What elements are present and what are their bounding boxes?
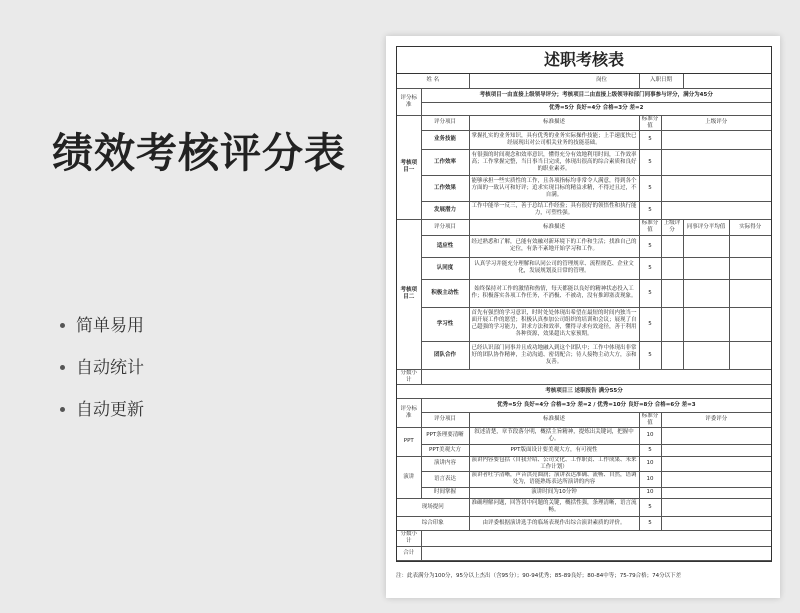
item-desc: 掌握扎实的业务知识，具有优秀的业务实际操作技能；上手速度快已经展现出对公司相关业务的技能基础。 [469,130,639,149]
sec1-header: 上级评分 [661,115,771,130]
sec1-header: 评分项目 [421,115,469,130]
item-score: 5 [639,498,661,516]
criteria-label: 评分标准 [397,88,421,115]
peer-score-cell[interactable] [683,307,729,341]
item-desc: 工作中能举一反三，善于总结工作经验；具有很好的领悟性和执行能力，可塑性强。 [469,201,639,219]
item-desc: 始终保持对工作的激情和热情，每天都能以良好的精神状态投入工作；积极落实各项工作任务，不消极、不被动，没有推卸塞责现象。 [469,279,639,307]
item-desc: 叙述清楚，章节段落分明，概括主旨精神，提炼出关键词，把握中心。 [469,427,639,444]
item-label: 时间掌握 [421,487,469,498]
sec3-header: 标准描述 [469,412,639,427]
supervisor-score-cell[interactable] [661,149,771,175]
supervisor-score-cell[interactable] [661,257,683,279]
item-score: 5 [639,175,661,201]
subtotal-label: 分数小计 [397,530,421,546]
total-row [397,546,771,560]
footnote: 注：此表满分为100分，95分以上杰出（含95分）；90-94优秀；85-89良好；80-84中等；75-79合格；74分以下差 [396,573,682,579]
supervisor-score-cell[interactable] [661,201,771,219]
peer-score-cell[interactable] [683,341,729,369]
supervisor-score-cell[interactable] [661,279,683,307]
subtotal-value[interactable] [421,530,771,546]
judge-score-cell[interactable] [661,498,771,516]
item-score: 5 [639,279,661,307]
feature-label: 自动更新 [76,400,144,420]
item-score: 5 [639,516,661,530]
item-desc: PPT版面设计要美观大方，有可视性 [469,444,639,456]
table-row [397,487,771,498]
table-row [397,427,771,444]
supervisor-score-cell[interactable] [661,307,683,341]
actual-score-cell[interactable] [729,257,771,279]
sec1-header-row [397,115,771,130]
item-score: 5 [639,257,661,279]
date-label: 入职日期 [639,74,683,88]
bullet-dot-icon [60,365,65,370]
sec3-scale: 优秀=5分 良好=4分 合格=3分 差=2 / 优秀=10分 良好=8分 合格=6分 差=3 [421,398,771,412]
judge-score-cell[interactable] [661,427,771,444]
item-score: 10 [639,487,661,498]
table-row [397,257,771,279]
item-label: 认同度 [421,257,469,279]
post-cell [469,74,639,88]
item-score: 5 [639,341,661,369]
document-title: 述职考核表 [397,47,771,74]
sec2-header: 同事评分平均值 [683,219,729,235]
actual-score-cell[interactable] [729,307,771,341]
judge-score-cell[interactable] [661,456,771,471]
feature-label: 自动统计 [76,358,144,378]
sec3-title: 考核项目三 述职报告 满分55分 [397,384,771,398]
item-score: 5 [639,130,661,149]
sec2-header: 评分项目 [421,219,469,235]
judge-score-cell[interactable] [661,471,771,487]
sec2-label: 考核项目二 [397,219,421,369]
table-row [397,201,771,219]
subtotal-row [397,530,771,546]
item-label: PPT条理要清晰 [421,427,469,444]
table-row [397,149,771,175]
item-score: 5 [639,444,661,456]
item-score: 5 [639,201,661,219]
item-desc: 能够承担一些实质性的工作，且各项指标均非常令人满意，得到各个方面的一致认可和好评；追求实现目标的精益求精，不得过且过，不自满。 [469,175,639,201]
supervisor-score-cell[interactable] [661,175,771,201]
item-desc: 准确理解问题，回答切中问题的关键，概括性强，条理清晰，语言流畅。 [469,498,639,516]
info-row [397,74,771,88]
criteria-row [397,88,771,102]
table-row [397,471,771,487]
sec3-criteria-label: 评分标准 [397,398,421,427]
post-label: 岗位 [595,77,607,84]
sec2-header: 标准分值 [639,219,661,235]
sec1-label: 考核项目一 [397,115,421,219]
item-label: 发展潜力 [421,201,469,219]
sec1-header: 标准分值 [639,115,661,130]
table-row [397,130,771,149]
table-row [397,341,771,369]
item-score: 10 [639,456,661,471]
item-label: 积极主动性 [421,279,469,307]
item-label: 学习性 [421,307,469,341]
table-row [397,456,771,471]
ppt-group-label: PPT [397,427,421,456]
criteria-text: 考核项目一由直接上级领导评分；考核项目二由直接上级领导和部门同事参与评分，满分为45分 [421,88,771,102]
item-label: PPT美观大方 [421,444,469,456]
item-label: 团队合作 [421,341,469,369]
document-preview [386,36,780,598]
feature-item [60,358,144,400]
item-desc: 演讲时间为10分钟 [469,487,639,498]
peer-score-cell[interactable] [683,257,729,279]
table-row [397,516,771,530]
table-row [397,175,771,201]
item-score: 10 [639,471,661,487]
sec3-scale-row [397,398,771,412]
feature-list [60,316,144,442]
item-label: 工作效率 [421,149,469,175]
item-desc: 认真学习并能充分理解和认同公司的管理规章、流程规范、企业文化，发展规划及日常的管理。 [469,257,639,279]
item-desc: 由评委根据演讲选手的临场表现作出综合演讲素质的评价。 [469,516,639,530]
scale-row [397,102,771,115]
item-label: 综合印象 [397,516,469,530]
item-score: 5 [639,307,661,341]
item-desc: 有很强的时间观念和效率意识，懂得充分有效地利用时间，工作效率高；工作掌握完整，当日事当日完成，体现出很高的综合素质和良好的职业素养。 [469,149,639,175]
actual-score-cell[interactable] [729,279,771,307]
item-desc: 经过熟悉和了解，已能有效融对新环境下的工作和生活；找准自己的定位，有条不紊地开始学习和工作。 [469,235,639,257]
bullet-dot-icon [60,323,65,328]
item-label: 工作效果 [421,175,469,201]
sec2-header: 标准描述 [469,219,639,235]
sec2-header-row [397,219,771,235]
sec1-header: 标准描述 [469,115,639,130]
supervisor-score-cell[interactable] [661,235,683,257]
table-row [397,279,771,307]
subtotal-row [397,369,771,384]
item-desc: 演讲者吐字清晰，声音洪亮圆润；演讲表达准确、流畅、自然，语调处为，语能熟练表达所演讲的内容 [469,471,639,487]
sec3-header: 评分项目 [421,412,469,427]
table-row [397,444,771,456]
judge-score-cell[interactable] [661,487,771,498]
sec3-header: 评委评分 [661,412,771,427]
feature-label: 简单易用 [76,316,144,336]
judge-score-cell[interactable] [661,516,771,530]
item-label: 业务技能 [421,130,469,149]
supervisor-score-cell[interactable] [661,130,771,149]
item-score: 5 [639,149,661,175]
supervisor-score-cell[interactable] [661,341,683,369]
peer-score-cell[interactable] [683,279,729,307]
sec3-title-row [397,384,771,398]
item-label: 演讲内容 [421,456,469,471]
item-desc: 首先有强烈的学习意识，时时处处体现出希望在最短的时间内独当一面开展工作的愿望；积极认真参加公司组织的培训和会议；展现了自己超强的学习能力，讲求方法和效率，懂得寻求有效途径，善于利用各种资源，效果超出大家预期。 [469,307,639,341]
sec2-header: 上级评分 [661,219,683,235]
scale-text: 优秀=5分 良好=4分 合格=3分 差=2 [421,102,771,115]
assessment-sheet [396,46,772,562]
total-label: 合计 [397,546,421,560]
actual-score-cell[interactable] [729,341,771,369]
speech-group-label: 演讲 [397,456,421,498]
total-value[interactable] [421,546,771,560]
sec3-header-row [397,412,771,427]
table-row [397,307,771,341]
sec2-header: 实际得分 [729,219,771,235]
judge-score-cell[interactable] [661,444,771,456]
subtotal-value[interactable] [421,369,771,384]
item-desc: 已经认识部门同事并且成功地融入到这个团队中；工作中体现出非常好的团队协作精神，主动沟通、密切配合；待人接物主动大方，亲和友善。 [469,341,639,369]
item-desc: 演讲内容要包括（自我介绍、公司文化、工作职责、工作成果、未来工作计划） [469,456,639,471]
table-row [397,498,771,516]
item-label: 现场提问 [397,498,469,516]
sec3-header: 标准分值 [639,412,661,427]
item-score: 5 [639,235,661,257]
assessment-table [397,74,771,561]
item-label: 语言表达 [421,471,469,487]
name-label: 姓 名 [397,74,469,88]
subtotal-label: 分数小计 [397,369,421,384]
feature-item [60,400,144,442]
actual-score-cell[interactable] [729,235,771,257]
bullet-dot-icon [60,407,65,412]
hero-title: 绩效考核评分表 [52,129,346,177]
item-score: 10 [639,427,661,444]
peer-score-cell[interactable] [683,235,729,257]
table-row [397,235,771,257]
item-label: 适应性 [421,235,469,257]
date-value [683,74,771,88]
feature-item [60,316,144,358]
